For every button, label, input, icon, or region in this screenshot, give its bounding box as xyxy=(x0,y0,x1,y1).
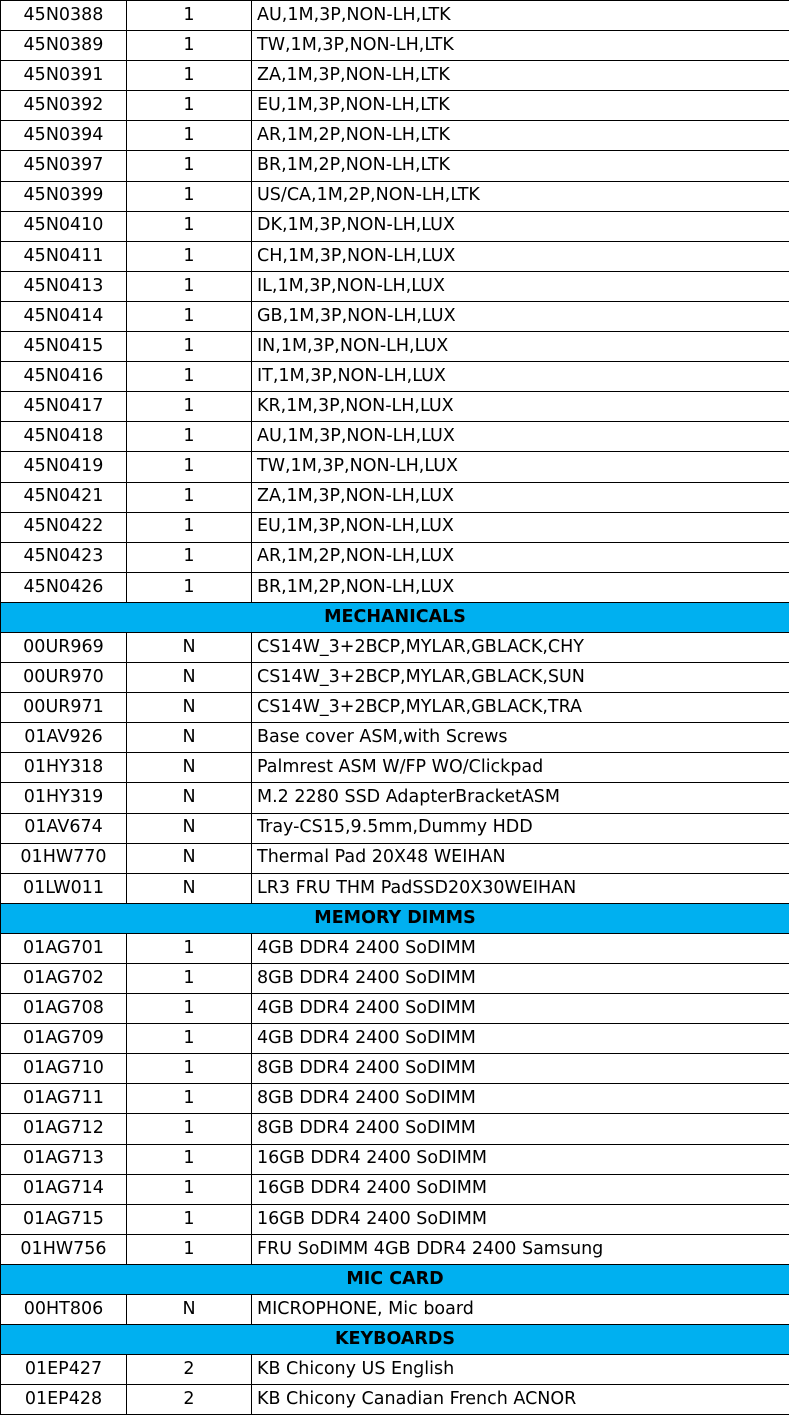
table-row xyxy=(1,632,789,662)
table-row xyxy=(1,91,789,121)
description-cell: KR,1M,3P,NON-LH,LUX xyxy=(252,392,789,422)
quantity-cell: 1 xyxy=(127,1084,252,1114)
table-row xyxy=(1,1385,789,1415)
description-cell: 16GB DDR4 2400 SoDIMM xyxy=(252,1174,789,1204)
section-title: MEMORY DIMMS xyxy=(1,903,789,933)
table-row xyxy=(1,753,789,783)
table-row xyxy=(1,1,789,31)
quantity-cell: N xyxy=(127,693,252,723)
table-row xyxy=(1,1174,789,1204)
table-row xyxy=(1,663,789,693)
quantity-cell: N xyxy=(127,753,252,783)
part-number-cell: 45N0423 xyxy=(1,542,127,572)
table-row xyxy=(1,723,789,753)
description-cell: CS14W_3+2BCP,MYLAR,GBLACK,TRA xyxy=(252,693,789,723)
description-cell: US/CA,1M,2P,NON-LH,LTK xyxy=(252,181,789,211)
section-title: KEYBOARDS xyxy=(1,1325,789,1355)
quantity-cell: 1 xyxy=(127,332,252,362)
quantity-cell: 1 xyxy=(127,994,252,1024)
description-cell: IT,1M,3P,NON-LH,LUX xyxy=(252,362,789,392)
quantity-cell: 1 xyxy=(127,452,252,482)
description-cell: 4GB DDR4 2400 SoDIMM xyxy=(252,933,789,963)
description-cell: 4GB DDR4 2400 SoDIMM xyxy=(252,1024,789,1054)
quantity-cell: 1 xyxy=(127,91,252,121)
description-cell: EU,1M,3P,NON-LH,LTK xyxy=(252,91,789,121)
description-cell: 16GB DDR4 2400 SoDIMM xyxy=(252,1204,789,1234)
description-cell: AR,1M,2P,NON-LH,LTK xyxy=(252,121,789,151)
quantity-cell: 1 xyxy=(127,1144,252,1174)
table-row xyxy=(1,783,789,813)
part-number-cell: 00HT806 xyxy=(1,1295,127,1325)
description-cell: KB Chicony US English xyxy=(252,1355,789,1385)
quantity-cell: 1 xyxy=(127,392,252,422)
section-title: MECHANICALS xyxy=(1,602,789,632)
table-row xyxy=(1,843,789,873)
part-number-cell: 45N0422 xyxy=(1,512,127,542)
part-number-cell: 01AG711 xyxy=(1,1084,127,1114)
part-number-cell: 45N0417 xyxy=(1,392,127,422)
part-number-cell: 01AG708 xyxy=(1,994,127,1024)
quantity-cell: 1 xyxy=(127,61,252,91)
quantity-cell: N xyxy=(127,813,252,843)
quantity-cell: 1 xyxy=(127,1,252,31)
quantity-cell: 1 xyxy=(127,422,252,452)
description-cell: BR,1M,2P,NON-LH,LTK xyxy=(252,151,789,181)
table-row xyxy=(1,1234,789,1264)
table-row xyxy=(1,994,789,1024)
part-number-cell: 01EP428 xyxy=(1,1385,127,1415)
part-number-cell: 01AV674 xyxy=(1,813,127,843)
part-number-cell: 45N0418 xyxy=(1,422,127,452)
table-row xyxy=(1,211,789,241)
table-row xyxy=(1,452,789,482)
quantity-cell: 1 xyxy=(127,301,252,331)
quantity-cell: 1 xyxy=(127,241,252,271)
part-number-cell: 45N0419 xyxy=(1,452,127,482)
table-row xyxy=(1,1024,789,1054)
description-cell: KB Chicony Canadian French ACNOR xyxy=(252,1385,789,1415)
description-cell: Tray-CS15,9.5mm,Dummy HDD xyxy=(252,813,789,843)
section-header-row xyxy=(1,602,789,632)
description-cell: DK,1M,3P,NON-LH,LUX xyxy=(252,211,789,241)
description-cell: 4GB DDR4 2400 SoDIMM xyxy=(252,994,789,1024)
quantity-cell: 1 xyxy=(127,1024,252,1054)
quantity-cell: 1 xyxy=(127,1234,252,1264)
table-row xyxy=(1,1054,789,1084)
table-row xyxy=(1,392,789,422)
part-number-cell: 01AG715 xyxy=(1,1204,127,1234)
part-number-cell: 45N0410 xyxy=(1,211,127,241)
description-cell: BR,1M,2P,NON-LH,LUX xyxy=(252,572,789,602)
description-cell: GB,1M,3P,NON-LH,LUX xyxy=(252,301,789,331)
description-cell: LR3 FRU THM PadSSD20X30WEIHAN xyxy=(252,873,789,903)
description-cell: Base cover ASM,with Screws xyxy=(252,723,789,753)
description-cell: 8GB DDR4 2400 SoDIMM xyxy=(252,1054,789,1084)
description-cell: 8GB DDR4 2400 SoDIMM xyxy=(252,964,789,994)
description-cell: CH,1M,3P,NON-LH,LUX xyxy=(252,241,789,271)
section-header-row xyxy=(1,1264,789,1294)
table-row xyxy=(1,964,789,994)
table-row xyxy=(1,332,789,362)
table-row xyxy=(1,31,789,61)
quantity-cell: 1 xyxy=(127,1054,252,1084)
quantity-cell: 1 xyxy=(127,1204,252,1234)
description-cell: 8GB DDR4 2400 SoDIMM xyxy=(252,1114,789,1144)
description-cell: CS14W_3+2BCP,MYLAR,GBLACK,SUN xyxy=(252,663,789,693)
table-row xyxy=(1,301,789,331)
part-number-cell: 01EP427 xyxy=(1,1355,127,1385)
part-number-cell: 01AG702 xyxy=(1,964,127,994)
quantity-cell: 1 xyxy=(127,1174,252,1204)
part-number-cell: 45N0392 xyxy=(1,91,127,121)
table-row xyxy=(1,151,789,181)
table-row xyxy=(1,873,789,903)
quantity-cell: 1 xyxy=(127,572,252,602)
table-row xyxy=(1,1295,789,1325)
section-header-row xyxy=(1,903,789,933)
part-number-cell: 00UR971 xyxy=(1,693,127,723)
description-cell: AU,1M,3P,NON-LH,LUX xyxy=(252,422,789,452)
quantity-cell: N xyxy=(127,1295,252,1325)
quantity-cell: 1 xyxy=(127,362,252,392)
table-row xyxy=(1,1355,789,1385)
quantity-cell: 2 xyxy=(127,1385,252,1415)
table-row xyxy=(1,512,789,542)
table-row xyxy=(1,933,789,963)
description-cell: EU,1M,3P,NON-LH,LUX xyxy=(252,512,789,542)
quantity-cell: 1 xyxy=(127,31,252,61)
table-row xyxy=(1,813,789,843)
part-number-cell: 01AG710 xyxy=(1,1054,127,1084)
table-row xyxy=(1,1204,789,1234)
quantity-cell: 1 xyxy=(127,271,252,301)
part-number-cell: 45N0391 xyxy=(1,61,127,91)
part-number-cell: 45N0426 xyxy=(1,572,127,602)
table-row xyxy=(1,1084,789,1114)
part-number-cell: 45N0388 xyxy=(1,1,127,31)
table-row xyxy=(1,362,789,392)
table-row xyxy=(1,1114,789,1144)
description-cell: 16GB DDR4 2400 SoDIMM xyxy=(252,1144,789,1174)
table-row xyxy=(1,121,789,151)
description-cell: ZA,1M,3P,NON-LH,LUX xyxy=(252,482,789,512)
quantity-cell: 1 xyxy=(127,482,252,512)
quantity-cell: 2 xyxy=(127,1355,252,1385)
table-row xyxy=(1,61,789,91)
part-number-cell: 45N0413 xyxy=(1,271,127,301)
part-number-cell: 45N0415 xyxy=(1,332,127,362)
quantity-cell: 1 xyxy=(127,512,252,542)
description-cell: IL,1M,3P,NON-LH,LUX xyxy=(252,271,789,301)
part-number-cell: 01AV926 xyxy=(1,723,127,753)
quantity-cell: N xyxy=(127,723,252,753)
description-cell: AU,1M,3P,NON-LH,LTK xyxy=(252,1,789,31)
description-cell: MICROPHONE, Mic board xyxy=(252,1295,789,1325)
part-number-cell: 01AG712 xyxy=(1,1114,127,1144)
quantity-cell: N xyxy=(127,783,252,813)
part-number-cell: 01AG701 xyxy=(1,933,127,963)
description-cell: 8GB DDR4 2400 SoDIMM xyxy=(252,1084,789,1114)
part-number-cell: 45N0389 xyxy=(1,31,127,61)
quantity-cell: 1 xyxy=(127,181,252,211)
table-row xyxy=(1,181,789,211)
description-cell: Thermal Pad 20X48 WEIHAN xyxy=(252,843,789,873)
part-number-cell: 01HY319 xyxy=(1,783,127,813)
quantity-cell: N xyxy=(127,843,252,873)
section-title: MIC CARD xyxy=(1,1264,789,1294)
table-row xyxy=(1,271,789,301)
part-number-cell: 00UR969 xyxy=(1,632,127,662)
quantity-cell: N xyxy=(127,663,252,693)
description-cell: AR,1M,2P,NON-LH,LUX xyxy=(252,542,789,572)
quantity-cell: 1 xyxy=(127,964,252,994)
part-number-cell: 01LW011 xyxy=(1,873,127,903)
quantity-cell: N xyxy=(127,632,252,662)
description-cell: TW,1M,3P,NON-LH,LTK xyxy=(252,31,789,61)
table-row xyxy=(1,693,789,723)
part-number-cell: 01AG714 xyxy=(1,1174,127,1204)
quantity-cell: 1 xyxy=(127,1114,252,1144)
table-row xyxy=(1,572,789,602)
quantity-cell: 1 xyxy=(127,542,252,572)
part-number-cell: 45N0399 xyxy=(1,181,127,211)
part-number-cell: 45N0397 xyxy=(1,151,127,181)
section-header-row xyxy=(1,1325,789,1355)
table-row xyxy=(1,482,789,512)
part-number-cell: 45N0421 xyxy=(1,482,127,512)
part-number-cell: 01HW770 xyxy=(1,843,127,873)
description-cell: TW,1M,3P,NON-LH,LUX xyxy=(252,452,789,482)
description-cell: FRU SoDIMM 4GB DDR4 2400 Samsung xyxy=(252,1234,789,1264)
part-number-cell: 01HW756 xyxy=(1,1234,127,1264)
quantity-cell: 1 xyxy=(127,151,252,181)
part-number-cell: 00UR970 xyxy=(1,663,127,693)
table-row xyxy=(1,241,789,271)
quantity-cell: 1 xyxy=(127,211,252,241)
part-number-cell: 45N0411 xyxy=(1,241,127,271)
part-number-cell: 45N0414 xyxy=(1,301,127,331)
table-row xyxy=(1,1144,789,1174)
description-cell: IN,1M,3P,NON-LH,LUX xyxy=(252,332,789,362)
part-number-cell: 01HY318 xyxy=(1,753,127,783)
quantity-cell: N xyxy=(127,873,252,903)
table-row xyxy=(1,542,789,572)
description-cell: CS14W_3+2BCP,MYLAR,GBLACK,CHY xyxy=(252,632,789,662)
part-number-cell: 45N0416 xyxy=(1,362,127,392)
description-cell: ZA,1M,3P,NON-LH,LTK xyxy=(252,61,789,91)
part-number-cell: 01AG713 xyxy=(1,1144,127,1174)
part-number-cell: 01AG709 xyxy=(1,1024,127,1054)
description-cell: Palmrest ASM W/FP WO/Clickpad xyxy=(252,753,789,783)
description-cell: M.2 2280 SSD AdapterBracketASM xyxy=(252,783,789,813)
part-number-cell: 45N0394 xyxy=(1,121,127,151)
table-row xyxy=(1,422,789,452)
quantity-cell: 1 xyxy=(127,933,252,963)
parts-table-body xyxy=(1,1,789,1415)
quantity-cell: 1 xyxy=(127,121,252,151)
